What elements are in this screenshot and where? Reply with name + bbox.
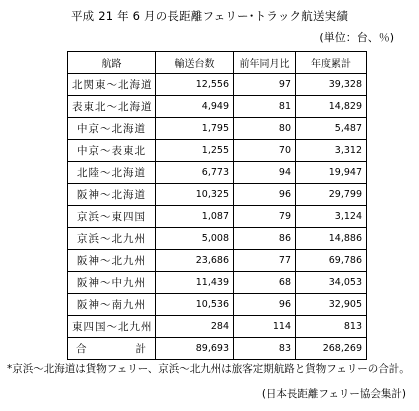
volume-cell: 10,325: [156, 184, 234, 206]
yoy-cell: 114: [234, 316, 296, 338]
cumulative-cell: 14,829: [296, 96, 367, 118]
table-row: [68, 228, 367, 250]
route-cell: 表東北～北海道: [68, 96, 156, 118]
yoy-cell: 96: [234, 184, 296, 206]
source-note: (日本長距離フェリー協会集計): [261, 388, 406, 400]
table-row: [68, 294, 367, 316]
volume-cell: 1,255: [156, 140, 234, 162]
route-cell: 阪神～南九州: [68, 294, 156, 316]
total-label: 合 計: [68, 338, 156, 360]
volume-cell: 1,795: [156, 118, 234, 140]
yoy-cell: 97: [234, 74, 296, 96]
table-row: [68, 96, 367, 118]
route-cell: 阪神～北九州: [68, 250, 156, 272]
yoy-cell: 86: [234, 228, 296, 250]
route-cell: 北関東～北海道: [68, 74, 156, 96]
table-row: [68, 118, 367, 140]
cumulative-cell: 19,947: [296, 162, 367, 184]
cumulative-cell: 29,799: [296, 184, 367, 206]
route-cell: 京浜～東四国: [68, 206, 156, 228]
volume-cell: 12,556: [156, 74, 234, 96]
volume-cell: 5,008: [156, 228, 234, 250]
cumulative-cell: 39,328: [296, 74, 367, 96]
total-yoy: 83: [234, 338, 296, 360]
volume-cell: 23,686: [156, 250, 234, 272]
route-cell: 阪神～中九州: [68, 272, 156, 294]
table-header-row: [68, 52, 367, 74]
volume-cell: 4,949: [156, 96, 234, 118]
yoy-cell: 81: [234, 96, 296, 118]
cumulative-cell: 3,312: [296, 140, 367, 162]
route-cell: 北陸～北海道: [68, 162, 156, 184]
table-row: [68, 250, 367, 272]
route-cell: 中京～表東北: [68, 140, 156, 162]
table-row: [68, 206, 367, 228]
table-row: [68, 184, 367, 206]
header-cumulative: 年度累計: [296, 52, 367, 74]
table-row: [68, 140, 367, 162]
total-cumulative: 268,269: [296, 338, 367, 360]
ferry-truck-volume-table: [67, 51, 367, 360]
cumulative-cell: 14,886: [296, 228, 367, 250]
yoy-cell: 77: [234, 250, 296, 272]
volume-cell: 10,536: [156, 294, 234, 316]
route-cell: 京浜～北九州: [68, 228, 156, 250]
header-route: 航路: [68, 52, 156, 74]
total-volume: 89,693: [156, 338, 234, 360]
header-volume: 輸送台数: [156, 52, 234, 74]
route-cell: 東四国～北九州: [68, 316, 156, 338]
volume-cell: 6,773: [156, 162, 234, 184]
volume-cell: 11,439: [156, 272, 234, 294]
footnote: *京浜～北海道は貨物フェリー、京浜～北九州は旅客定期航路と貨物フェリーの合計。: [7, 363, 410, 375]
yoy-cell: 70: [234, 140, 296, 162]
yoy-cell: 80: [234, 118, 296, 140]
volume-cell: 284: [156, 316, 234, 338]
route-cell: 中京～北海道: [68, 118, 156, 140]
yoy-cell: 94: [234, 162, 296, 184]
volume-cell: 1,087: [156, 206, 234, 228]
header-yoy: 前年同月比: [234, 52, 296, 74]
yoy-cell: 68: [234, 272, 296, 294]
yoy-cell: 79: [234, 206, 296, 228]
page-title: 平成 21 年 6 月の長距離フェリー･トラック航送実績: [70, 9, 349, 23]
table-row: [68, 272, 367, 294]
table-row: [68, 316, 367, 338]
unit-note: (単位：台、％): [319, 31, 394, 44]
cumulative-cell: 34,053: [296, 272, 367, 294]
table-row: [68, 74, 367, 96]
cumulative-cell: 3,124: [296, 206, 367, 228]
total-row: [68, 338, 367, 360]
table-row: [68, 162, 367, 184]
yoy-cell: 96: [234, 294, 296, 316]
cumulative-cell: 32,905: [296, 294, 367, 316]
cumulative-cell: 813: [296, 316, 367, 338]
route-cell: 阪神～北海道: [68, 184, 156, 206]
cumulative-cell: 69,786: [296, 250, 367, 272]
cumulative-cell: 5,487: [296, 118, 367, 140]
